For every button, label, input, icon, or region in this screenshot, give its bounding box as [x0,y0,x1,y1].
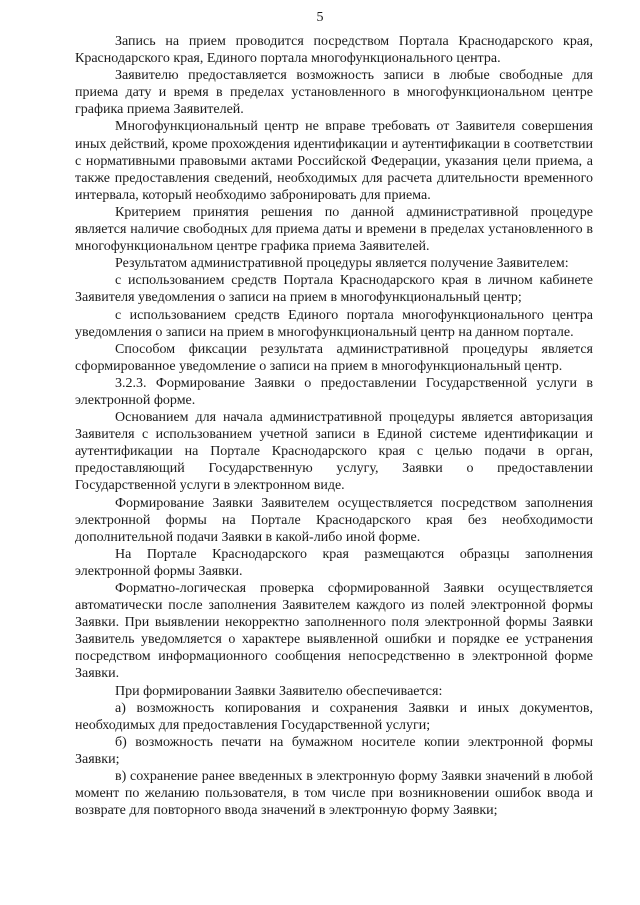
paragraph: При формировании Заявки Заявителю обеспечивается: [115,683,443,699]
paragraph: с использованием средств Единого портала многофункционального центра уведомления о записи на прием в многофункциональный центр на данном портале. [75,307,593,340]
paragraph: Способом фиксации результата административной процедуры является сформированное уведомление о записи на прием в многофункциональный центр. [75,341,593,374]
paragraph: Заявителю предоставляется возможность записи в любые свободные для приема дату и время в пределах установленного в многофункциональном центре графика приема Заявителей. [75,68,593,118]
paragraph: Критерием принятия решения по данной административной процедуре является наличие свободных для приема даты и времени в пределах установленного в многофункциональном центре графика приема Заявителей. [75,204,593,255]
paragraph: Многофункциональный центр не вправе требовать от Заявителя совершения иных действий, кроме прохождения идентификации и аутентификации в соответствии с нормативными правовыми актами Российской Федерации, указания цели приема, а также предоставления сведений, необходимых для расчета длительности временного интервала, который необходимо забронировать для приема. [75,119,593,203]
document-body [75,33,593,819]
paragraph: Формирование Заявки Заявителем осуществляется посредством заполнения электронной формы на Портале Краснодарского края без необходимости дополнительной подачи Заявки в какой-либо иной форме. [75,495,593,545]
list-item: в) сохранение ранее введенных в электронную форму Заявки значений в любой момент по желанию пользователя, в том числе при возникновении ошибок ввода и возврате для повторного ввода значений в электронную форму Заявки; [75,769,593,819]
list-item: б) возможность печати на бумажном носителе копии электронной формы Заявки; [75,734,593,767]
paragraph: Запись на прием проводится посредством Портала Краснодарского края, Краснодарского края, Единого портала многофункционального центра. [75,34,593,67]
page-number: 5 [316,10,324,25]
paragraph: с использованием средств Портала Краснодарского края в личном кабинете Заявителя уведомления о записи на прием в многофункциональный центр; [75,273,593,306]
paragraph: На Портале Краснодарского края размещаются образцы заполнения электронной формы Заявки. [75,546,593,579]
paragraph: Результатом административной процедуры является получение Заявителем: [115,256,569,272]
paragraph: Форматно-логическая проверка сформированной Заявки осуществляется автоматически после заполнения Заявителем каждого из полей электронной формы Заявки. При выявлении некорректно заполненного поля электронной формы Заявки Заявитель уведомляется о характере выявленной ошибки и порядке ее устранения посредством информационного сообщения непосредственно в электронной форме Заявки. [75,581,593,682]
list-item: а) возможность копирования и сохранения Заявки и иных документов, необходимых для предоставления Государственной услуги; [75,700,593,733]
section-heading: 3.2.3. Формирование Заявки о предоставлении Государственной услуги в электронной форме. [75,375,593,408]
paragraph: Основанием для начала административной процедуры является авторизация Заявителя с использованием учетной записи в Единой системе идентификации и аутентификации на Портале Краснодарского края с целью подачи в орган, предоставляющий Государственную услугу, Заявки о предоставлении Государственной услуги в электронном виде. [75,410,593,494]
